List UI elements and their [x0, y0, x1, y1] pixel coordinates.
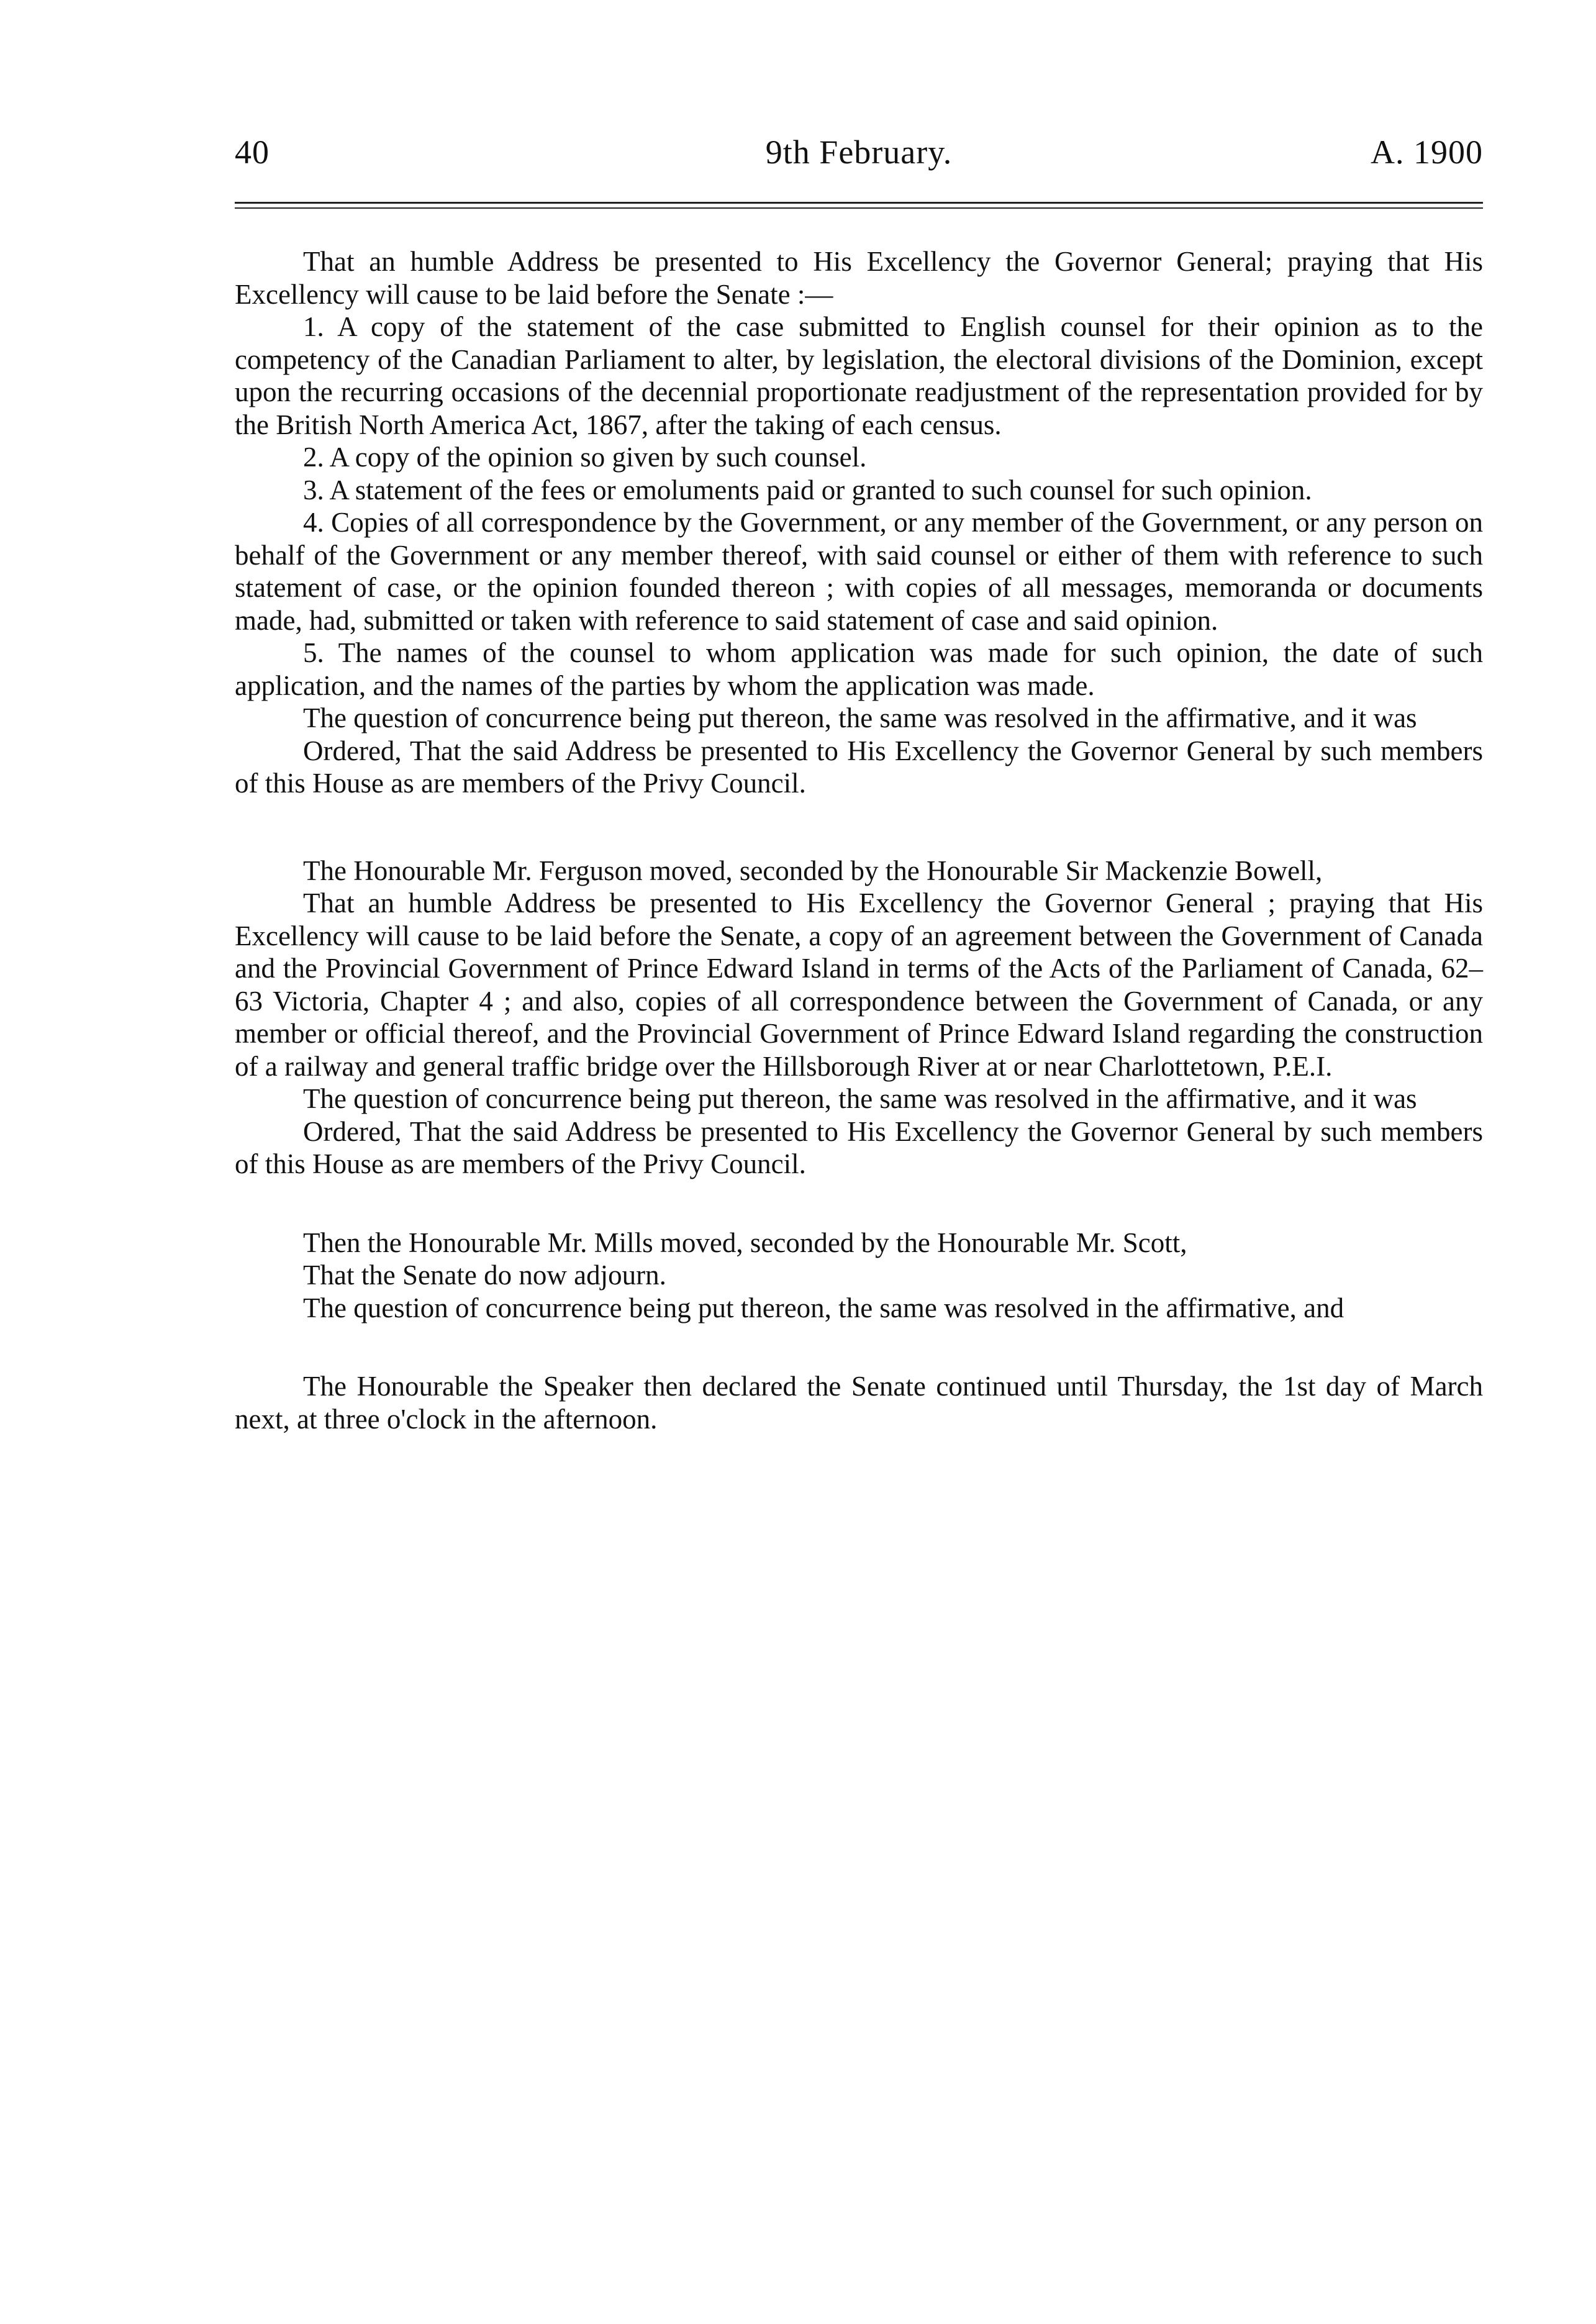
speaker-declaration — [235, 1370, 1483, 1435]
address-statement-of-case — [235, 245, 1483, 800]
paragraph: The question of concurrence being put thereon, the same was resolved in the affirmative, and it was — [303, 1083, 1417, 1114]
body-text — [235, 245, 1483, 1435]
paragraph: That an humble Address be presented to His Excellency the Governor General ; praying that His Excellency will cause to be laid before the Senate, a copy of an agreement between the Government of Canada and the Provincial Government of Prince Edward Island in terms of the Acts of the Parliament of Canada, 62–63 Victoria, Chapter 4 ; and also, copies of all correspondence between the Government of Canada, or any member or official thereof, and the Provincial Government of Prince Edward Island regarding the construction of a railway and general traffic bridge over the Hillsborough River at or near Charlottetown, P.E.I. — [235, 887, 1483, 1082]
ferguson-motion — [235, 855, 1483, 1181]
page-header — [235, 124, 1483, 180]
header-rule-bottom — [235, 207, 1483, 209]
spacer — [235, 1181, 1483, 1227]
paragraph: That an humble Address be presented to His Excellency the Governor General; praying that His Excellency will cause to be laid before the Senate :— — [235, 246, 1483, 310]
paragraph: The Honourable the Speaker then declared the Senate continued until Thursday, the 1st day of March next, at three o'clock in the afternoon. — [235, 1371, 1483, 1435]
paragraph: The Honourable Mr. Ferguson moved, seconded by the Honourable Sir Mackenzie Bowell, — [303, 855, 1323, 886]
header-date: 9th February. — [765, 134, 953, 171]
list-item: 3. A statement of the fees or emoluments paid or granted to such counsel for such opinion. — [303, 474, 1312, 506]
paragraph: Then the Honourable Mr. Mills moved, seconded by the Honourable Mr. Scott, — [303, 1227, 1187, 1258]
paragraph: That the Senate do now adjourn. — [303, 1260, 666, 1291]
list-item: 4. Copies of all correspondence by the Government, or any member of the Government, or any person on behalf of the Government or any member thereof, with said counsel or either of them with reference to such statement of case, or the opinion founded thereon ; with copies of all messages, memoranda or documents made, had, submitted or taken with reference to said statement of case and said opinion. — [235, 507, 1483, 636]
paragraph: Ordered, That the said Address be presented to His Excellency the Governor General by such members of this House as are members of the Privy Council. — [235, 735, 1483, 799]
list-item: 2. A copy of the opinion so given by such counsel. — [303, 442, 867, 473]
header-rule-top — [235, 202, 1483, 204]
adjournment-motion — [235, 1227, 1483, 1325]
spacer — [235, 1324, 1483, 1370]
page-number: 40 — [235, 134, 270, 171]
paragraph: The question of concurrence being put thereon, the same was resolved in the affirmative, and — [303, 1292, 1344, 1323]
list-item: 1. A copy of the statement of the case submitted to English counsel for their opinion as to the competency of the Canadian Parliament to alter, by legislation, the electoral divisions of the Dominion, except upon the recurring occasions of the decennial proportionate readjustment of the representation provided for by the British North America Act, 1867, after the taking of each census. — [235, 311, 1483, 440]
spacer — [235, 800, 1483, 855]
list-item: 5. The names of the counsel to whom application was made for such opinion, the date of such application, and the names of the parties by whom the application was made. — [235, 637, 1483, 701]
header-year: A. 1900 — [1371, 134, 1483, 171]
paragraph: Ordered, That the said Address be presented to His Excellency the Governor General by such members of this House as are members of the Privy Council. — [235, 1115, 1483, 1179]
paragraph: The question of concurrence being put thereon, the same was resolved in the affirmative, and it was — [303, 702, 1417, 733]
